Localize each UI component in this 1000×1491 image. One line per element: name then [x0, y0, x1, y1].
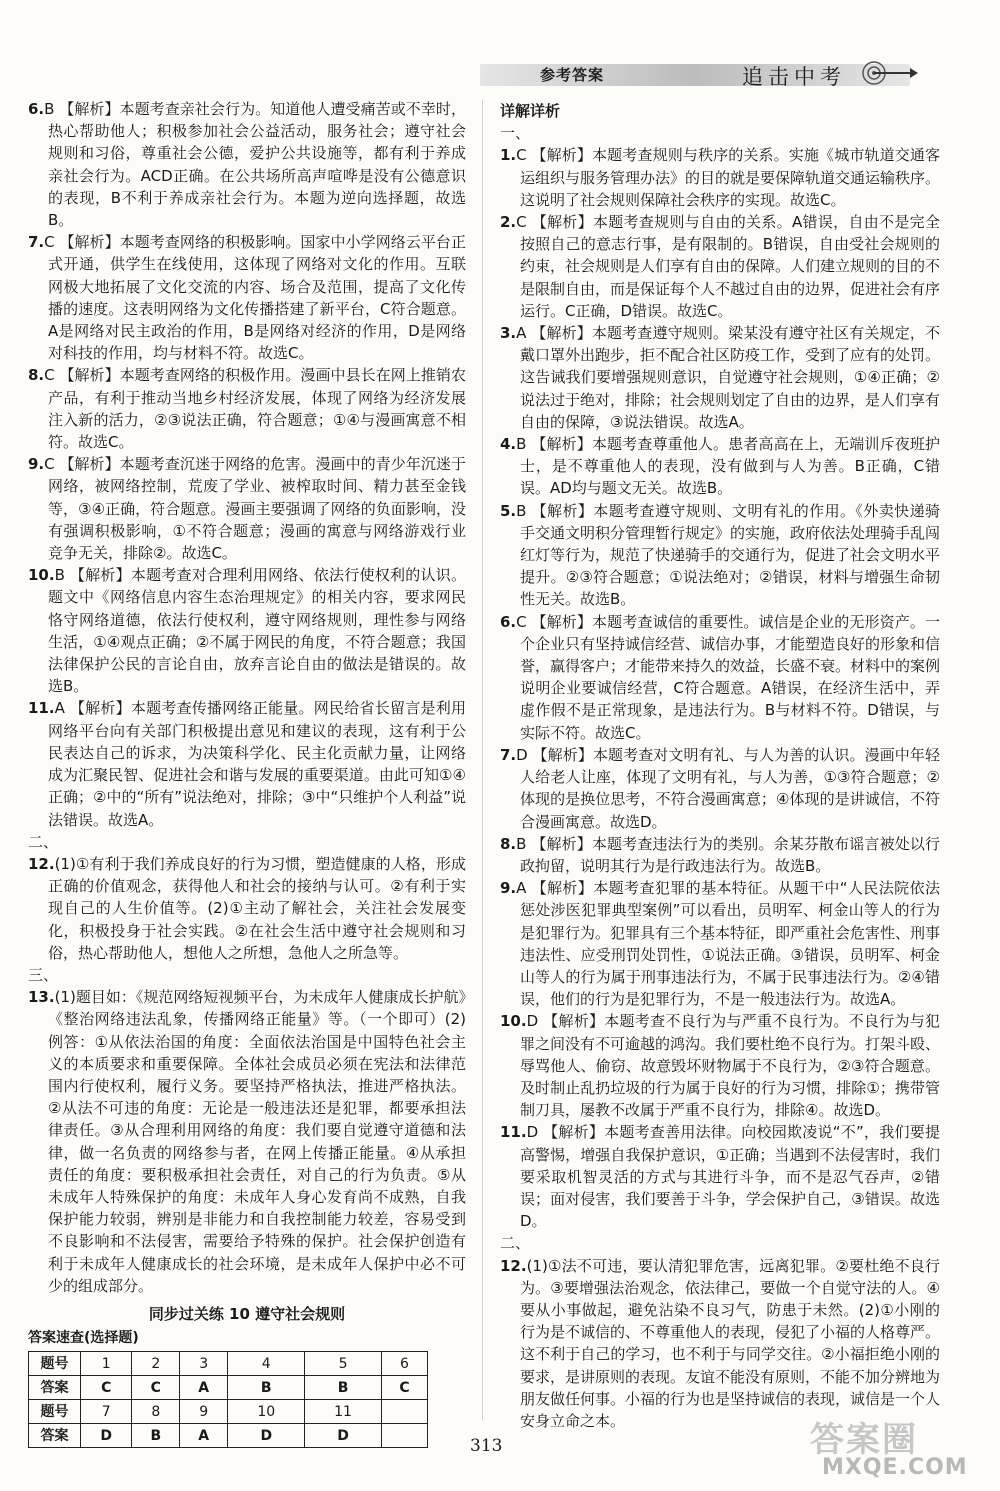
page-header	[480, 58, 940, 92]
table-cell: 5	[305, 1352, 382, 1376]
question-7: 7.D 【解析】本题考查对文明有礼、与人为善的认识。漫画中年轻人给老人让座，体现了文明有礼，与人为善，①③符合题意；②体现的是换位思考，不符合漫画寓意；④体现的是讲诚信，不符合漫画寓意。故选D。	[500, 745, 940, 831]
section-heading-two: 二、	[500, 1234, 531, 1253]
question-2: 2.C 【解析】本题考查规则与自由的关系。A错误，自由不是完全按照自己的意志行事，是有限制的。B错误，自由受社会规则的约束，社会规则是人们享有自由的保障。人们建立规则的目的不是限制自由，而是保证每个人不越过自由的边界，促进社会有序运行。C正确，D错误。故选C。	[500, 213, 941, 320]
reference-label: 参考答案	[540, 66, 605, 84]
row-label: 题号	[29, 1400, 81, 1424]
practice-title: 同步过关练 10 遵守社会规则	[148, 1304, 346, 1323]
table-cell: 4	[228, 1352, 305, 1376]
right-column	[500, 100, 940, 1432]
table-cell: A	[180, 1424, 228, 1448]
table-cell: 7	[81, 1400, 132, 1424]
table-cell: 8	[132, 1400, 180, 1424]
table-cell: D	[81, 1424, 132, 1448]
table-row	[29, 1400, 428, 1424]
table-cell: 3	[180, 1352, 228, 1376]
table-row	[29, 1424, 428, 1448]
question-11: 11.A 【解析】本题考查传播网络正能量。网民给省长留言是利用网络平台向有关部门积极提出意见和建议的表现，这有利于公民表达自己的诉求，为决策科学化、民主化贡献力量，让网络成为汇聚民智、促进社会和谐与发展的重要渠道。由此可知①④正确；②中的“所有”说法绝对，排除；③中“只维护个人利益”说法错误。故选A。	[28, 699, 466, 829]
table-cell: D	[228, 1424, 305, 1448]
watermark-logo: 答案圈	[810, 1420, 918, 1460]
section-heading-three: 三、	[28, 965, 59, 984]
section-heading-one: 一、	[500, 124, 531, 143]
table-cell: B	[228, 1376, 305, 1400]
question-4: 4.B 【解析】本题考查尊重他人。患者高高在上，无端训斥夜班护士，是不尊重他人的表现，没有做到与人为善。B正确，C错误。AD均与题文无关。故选B。	[500, 435, 940, 498]
table-cell: C	[132, 1376, 180, 1400]
question-8: 8.B 【解析】本题考查违法行为的类别。余某芬散布谣言被处以行政拘留，说明其行为是行政违法行为。故选B。	[500, 834, 940, 875]
table-cell: B	[132, 1424, 180, 1448]
row-label: 答案	[29, 1424, 81, 1448]
table-cell: 1	[81, 1352, 132, 1376]
table-cell: 10	[228, 1400, 305, 1424]
quick-check-label: 答案速查(选择题)	[28, 1330, 139, 1347]
table-cell: 11	[305, 1400, 382, 1424]
table-cell: 6	[381, 1352, 427, 1376]
question-10: 10.D 【解析】本题考查不良行为与严重不良行为。不良行为与犯罪之间没有不可逾越的鸿沟。我们要杜绝不良行为。打架斗殴、辱骂他人、偷窃、故意毁坏财物属于不良行为，②③符合题意。及时制止乱扔垃圾的行为属于良好的行为习惯，排除①；携带管制刀具，屡教不改属于严重不良行为，排除④。故选D。	[500, 1012, 941, 1120]
target-icon	[860, 58, 920, 88]
detail-title: 详解详析	[500, 102, 561, 120]
question-8: 8.C 【解析】本题考查网络的积极作用。漫画中县长在网上推销农产品，有利于推动当地乡村经济发展，体现了网络为经济发展注入新的活力，②③说法正确，符合题意；①④与漫画寓意不相符。故选C。	[28, 366, 466, 452]
question-9: 9.C 【解析】本题考查沉迷于网络的危害。漫画中的青少年沉迷于网络，被网络控制，荒废了学业、被榨取时间、精力甚至金钱等，③④正确，符合题意。漫画主要强调了网络的负面影响，没有强调积极影响，①不符合题意；漫画的寓意与网络游戏行业竞争无关，排除②。故选C。	[28, 455, 466, 563]
question-1: 1.C 【解析】本题考查规则与秩序的关系。实施《城市轨道交通客运组织与服务管理办法》的目的就是要保障轨道交通运输秩序。这说明了社会规则保障社会秩序的实现。故选C。	[500, 146, 941, 209]
question-3: 3.A 【解析】本题考查遵守规则。梁某没有遵守社区有关规定，不戴口罩外出跑步，拒不配合社区防疫工作，受到了应有的处罚。这告诫我们要增强规则意识，自觉遵守社会规则，①④正确；②说法过于绝对，排除；社会规则划定了自由的边界，是人们享有自由的保障，③说法错误。故选A。	[500, 324, 941, 431]
table-cell	[381, 1424, 427, 1448]
table-cell	[381, 1400, 427, 1424]
page-number: 313	[470, 1436, 503, 1456]
table-row	[29, 1352, 428, 1376]
question-12: 12.(1)①有利于我们养成良好的行为习惯，塑造健康的人格，形成正确的价值观念，获得他人和社会的接纳与认可。②有利于实现自己的人生价值等。(2)①主动了解社会，关注社会发展变化，积极投身于社会实践。②在社会生活中遵守社会规则和习俗，热心帮助他人，想他人之所想，急他人之所急等。	[28, 854, 466, 962]
question-11: 11.D 【解析】本题考查善用法律。向校园欺凌说“不”，我们要提高警惕，增强自我保护意识，①正确；当遇到不法侵害时，我们要采取机智灵活的方式与其进行斗争，而不是忍气吞声，②错误；面对侵害，我们要善于斗争，学会保护自己，③错误。故选D。	[500, 1123, 940, 1231]
question-5: 5.B 【解析】本题考查遵守规则、文明有礼的作用。《外卖快递骑手交通文明积分管理暂行规定》的实施，政府依法处理骑手乱闯红灯等行为，规范了快递骑手的交通行为，促进了社会文明水平提升。②③符合题意；①说法绝对；②错误，材料与增强生命韧性无关。故选B。	[500, 501, 941, 609]
question-10: 10.B 【解析】本题考查对合理利用网络、依法行使权利的认识。题文中《网络信息内容生态治理规定》的相关内容，要求网民恪守网络道德，依法行使权利，遵守网络规则，理性参与网络生活，①④观点正确；②不属于网民的角度，不符合题意；我国法律保护公民的言论自由，放弃言论自由的做法是错误的。故选B。	[28, 566, 466, 696]
table-cell: 2	[132, 1352, 180, 1376]
section-heading-two: 二、	[28, 832, 59, 851]
question-12: 12.(1)①法不可违，要认清犯罪危害，远离犯罪。②要杜绝不良行为。③要增强法治观念，依法律己，要做一个自觉守法的人。④要从小事做起，避免沾染不良习气，防患于未然。(2)①小刚的行为是不诚信的、不尊重他人的表现，侵犯了小福的人格尊严。这不利于自己的学习，也不利于与同学交往。②小福拒绝小刚的要求，是讲原则的表现。友谊不能没有原则，不能不加分辨地为朋友做任何事。小福的行为也是坚持诚信的表现，诚信是一个人安身立命之本。	[500, 1256, 941, 1430]
table-cell: 9	[180, 1400, 228, 1424]
row-label: 题号	[29, 1352, 81, 1376]
watermark-url: MXQE.COM	[822, 1455, 968, 1480]
answer-table	[28, 1351, 428, 1448]
left-column	[28, 98, 466, 1448]
table-cell: C	[381, 1376, 427, 1400]
question-6: 6.C 【解析】本题考查诚信的重要性。诚信是企业的无形资产。一个企业只有坚持诚信经营、诚信办事，才能塑造良好的形象和信誉，赢得客户；才能带来持久的效益，长盛不衰。材料中的案例说明企业要诚信经营，C符合题意。A错误，在经济生活中，弄虚作假不是正常现象，是违法行为。B与材料不符。D错误，与实际不符。故选C。	[500, 612, 941, 742]
question-9: 9.A 【解析】本题考查犯罪的基本特征。从题干中“人民法院依法惩处涉医犯罪典型案例”可以看出，员明军、柯金山等人的行为是犯罪行为。犯罪具有三个基本特征，即严重社会危害性、刑事违法性、应受刑罚处罚性，①说法正确。③错误，员明军、柯金山等人的行为属于刑事违法行为，不属于民事违法行为。②④错误，他们的行为是犯罪行为，不是一般违法行为。故选A。	[500, 879, 941, 1009]
series-title: 追击中考	[742, 65, 846, 89]
table-row	[29, 1376, 428, 1400]
question-6: 6.B 【解析】本题考查亲社会行为。知道他人遭受痛苦或不幸时，热心帮助他人；积极参加社会公益活动，服务社会；遵守社会规则和习俗，尊重社会公德，爱护公共设施等，都有利于养成亲社会行为。ACD正确。在公共场所高声喧哗是没有公德意识的表现，B不利于养成亲社会行为。本题为逆向选择题，故选B。	[28, 100, 466, 230]
table-cell: B	[305, 1376, 382, 1400]
row-label: 答案	[29, 1376, 81, 1400]
column-divider	[482, 100, 483, 1420]
question-7: 7.C 【解析】本题考查网络的积极影响。国家中小学网络云平台正式开通，供学生在线使用，这体现了网络对文化的作用。互联网极大地拓展了文化交流的内容、场合及范围，提高了文化传播的速度。这表明网络为文化传播搭建了新平台，C符合题意。A是网络对民主政治的作用，B是网络对经济的作用，D是网络对科技的作用，均与材料不符。故选C。	[28, 233, 466, 363]
table-cell: C	[81, 1376, 132, 1400]
question-13: 13.(1)题目如：《规范网络短视频平台，为未成年人健康成长护航》《整治网络违法乱象，传播网络正能量》等。（一个即可）(2)例答：①从依法治国的角度：全面依法治国是中国特色社会主义的本质要求和重要保障。全体社会成员必须在宪法和法律范围内行使权利，履行义务。要坚持严格执法，推进严格执法。②从法不可违的角度：无论是一般违法还是犯罪，都要承担法律责任。③从合理利用网络的角度：我们要自觉遵守道德和法律，做一名负责的网络参与者，在网上传播正能量。④从承担责任的角度：要积极承担社会责任，对自己的行为负责。⑤从未成年人特殊保护的角度：未成年人身心发育尚不成熟，自我保护能力较弱，辨别是非能力和自我控制能力较差，容易受到不良影响和不法侵害，需要给予特殊的保护。社会保护创造有利于未成年人健康成长的社会环境，是未成年人保护中必不可少的组成部分。	[28, 988, 466, 1295]
table-cell: A	[180, 1376, 228, 1400]
table-cell: D	[305, 1424, 382, 1448]
